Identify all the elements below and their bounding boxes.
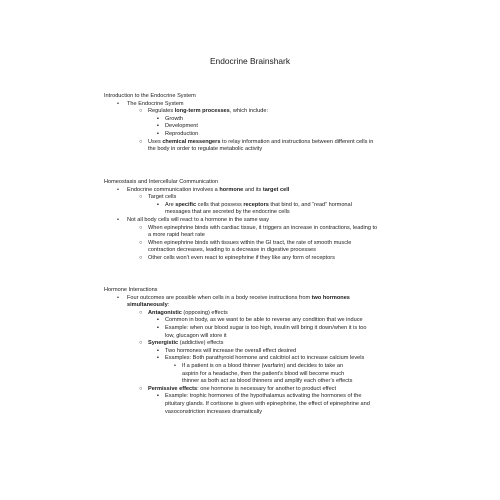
item-text: Growth <box>165 115 184 122</box>
item-text: When epinephrine binds with tissues within the GI tract, the rate of smooth muscle contraction decreases, leading to a decrease in digestive processes <box>148 239 352 254</box>
section-heading: Introduction to the Endocrine System <box>104 93 196 99</box>
bullet: ▪ <box>157 393 159 400</box>
list-item <box>148 355 404 385</box>
bullet: ○ <box>139 194 143 201</box>
bullet: ▪ <box>157 317 159 324</box>
item-text: : one hormone is necessary for another to product effect <box>197 385 337 392</box>
section-homeostasis <box>104 179 404 263</box>
bullet: ▪ <box>157 130 159 137</box>
list-item <box>148 348 404 356</box>
bullet: ▪ <box>157 347 159 354</box>
section-interactions <box>104 287 404 416</box>
item-text-bold: chemical messengers <box>162 138 221 145</box>
bullet: • <box>117 216 119 223</box>
item-text-bold: Permissive effects <box>148 385 198 392</box>
item-text: Common in body, as we want to be able to reverse any condition that we induce <box>165 317 363 324</box>
list-item <box>127 386 404 416</box>
item-text-bold: Synergistic <box>148 340 179 347</box>
item-text: If a patient is on a blood thinner (warfarin) and decides to take an aspirin for a headache, then the patient’s blood will become much thinner as both act as blood thinners and amplify each other’s effects <box>182 362 353 385</box>
list-item <box>148 202 404 217</box>
item-text: (addictive) effects <box>178 340 224 347</box>
bullet: • <box>117 100 119 107</box>
item-text: Endocrine communication involves a <box>127 186 220 193</box>
item-text: Not all body cells will react to a hormone in the same way <box>127 216 270 223</box>
list-item <box>104 187 404 217</box>
item-text-bold: long-term processes <box>174 108 230 115</box>
bullet: ▪ <box>157 115 159 122</box>
item-text: Regulates <box>148 108 175 115</box>
item-text: Reproduction <box>165 130 199 137</box>
list-item <box>127 108 404 138</box>
bullet: ○ <box>139 340 143 347</box>
bullet: ○ <box>139 385 143 392</box>
list-item <box>148 123 404 131</box>
item-text: Are <box>165 201 176 208</box>
section-intro <box>104 93 404 154</box>
item-text: to relay information and instructions between different cells in the body in order to regulate metabolic activity <box>148 138 374 153</box>
list-item <box>127 340 404 386</box>
bullet: • <box>174 362 176 369</box>
list-item <box>127 225 404 240</box>
item-text: Two hormones will increase the overall effect desired <box>165 347 297 354</box>
list-item <box>104 295 404 417</box>
item-text: When epinephrine binds with cardiac tissue, it triggers an increase in contractions, leading to a more rapid heart rate <box>148 224 378 239</box>
bullet: • <box>117 294 119 301</box>
item-text: Example: when our blood sugar is too high, insulin will bring it down/when it is too low, glucagon will store it <box>165 324 367 339</box>
item-text-bold: hormone <box>219 186 244 193</box>
list-item <box>148 317 404 325</box>
bullet: ▪ <box>157 201 159 208</box>
list-item <box>104 101 404 154</box>
item-text-bold: target cell <box>262 186 290 193</box>
bullet: ○ <box>139 108 143 115</box>
list-item <box>127 194 404 217</box>
bullet: ▪ <box>157 123 159 130</box>
list-item <box>127 310 404 340</box>
item-text: Examples: Both parathyroid hormone and calcitriol act to increase calcium levels <box>165 355 365 362</box>
item-text: that bind to, and “read” hormonal messages that are secreted by the endocrine cells <box>165 201 352 216</box>
list-item <box>127 139 404 154</box>
item-text: The Endocrine System <box>127 100 184 107</box>
item-text: , which include: <box>229 108 269 115</box>
item-text-bold: receptors <box>243 201 269 208</box>
list-item <box>148 325 404 340</box>
bullet: • <box>117 186 119 193</box>
item-text-bold: Antagonistic <box>148 309 182 316</box>
item-text-bold: two hormones simultaneously <box>127 294 350 309</box>
item-text: Uses <box>148 138 163 145</box>
section-heading: Hormone Interactions <box>104 287 158 293</box>
list-item <box>165 363 404 386</box>
bullet: ○ <box>139 239 143 246</box>
bullet: ○ <box>139 224 143 231</box>
document-title: Endocrine Brainshark <box>209 56 291 66</box>
list-item <box>148 393 404 416</box>
item-text: Other cells won’t even react to epinephrine if they like any form of receptors <box>148 254 335 261</box>
bullet: ○ <box>139 309 143 316</box>
item-text: cells that possess <box>196 201 244 208</box>
item-text: Development <box>165 123 198 130</box>
bullet: ○ <box>139 138 143 145</box>
item-text: Target cells <box>148 194 177 201</box>
bullet: ▪ <box>157 355 159 362</box>
bullet: ○ <box>139 254 143 261</box>
section-heading: Homeostasis and Intercellular Communication <box>104 179 219 185</box>
list-item <box>127 255 404 263</box>
bullet: ▪ <box>157 324 159 331</box>
item-text: : <box>167 302 170 309</box>
item-text: (opposing) effects <box>181 309 228 316</box>
list-item <box>104 217 404 263</box>
item-text-bold: specific <box>175 201 197 208</box>
item-text: Example: trophic hormones of the hypothalamus activating the hormones of the pituitary glands. If cortisone is given with epinephrine, the effect of epinephrine and vasoconstriction increases dramatically <box>165 393 370 415</box>
list-item <box>148 131 404 139</box>
item-text: Four outcomes are possible when cells in a body receive instructions from <box>127 294 312 301</box>
list-item <box>127 240 404 255</box>
item-text: and its <box>243 186 263 193</box>
list-item <box>148 116 404 124</box>
